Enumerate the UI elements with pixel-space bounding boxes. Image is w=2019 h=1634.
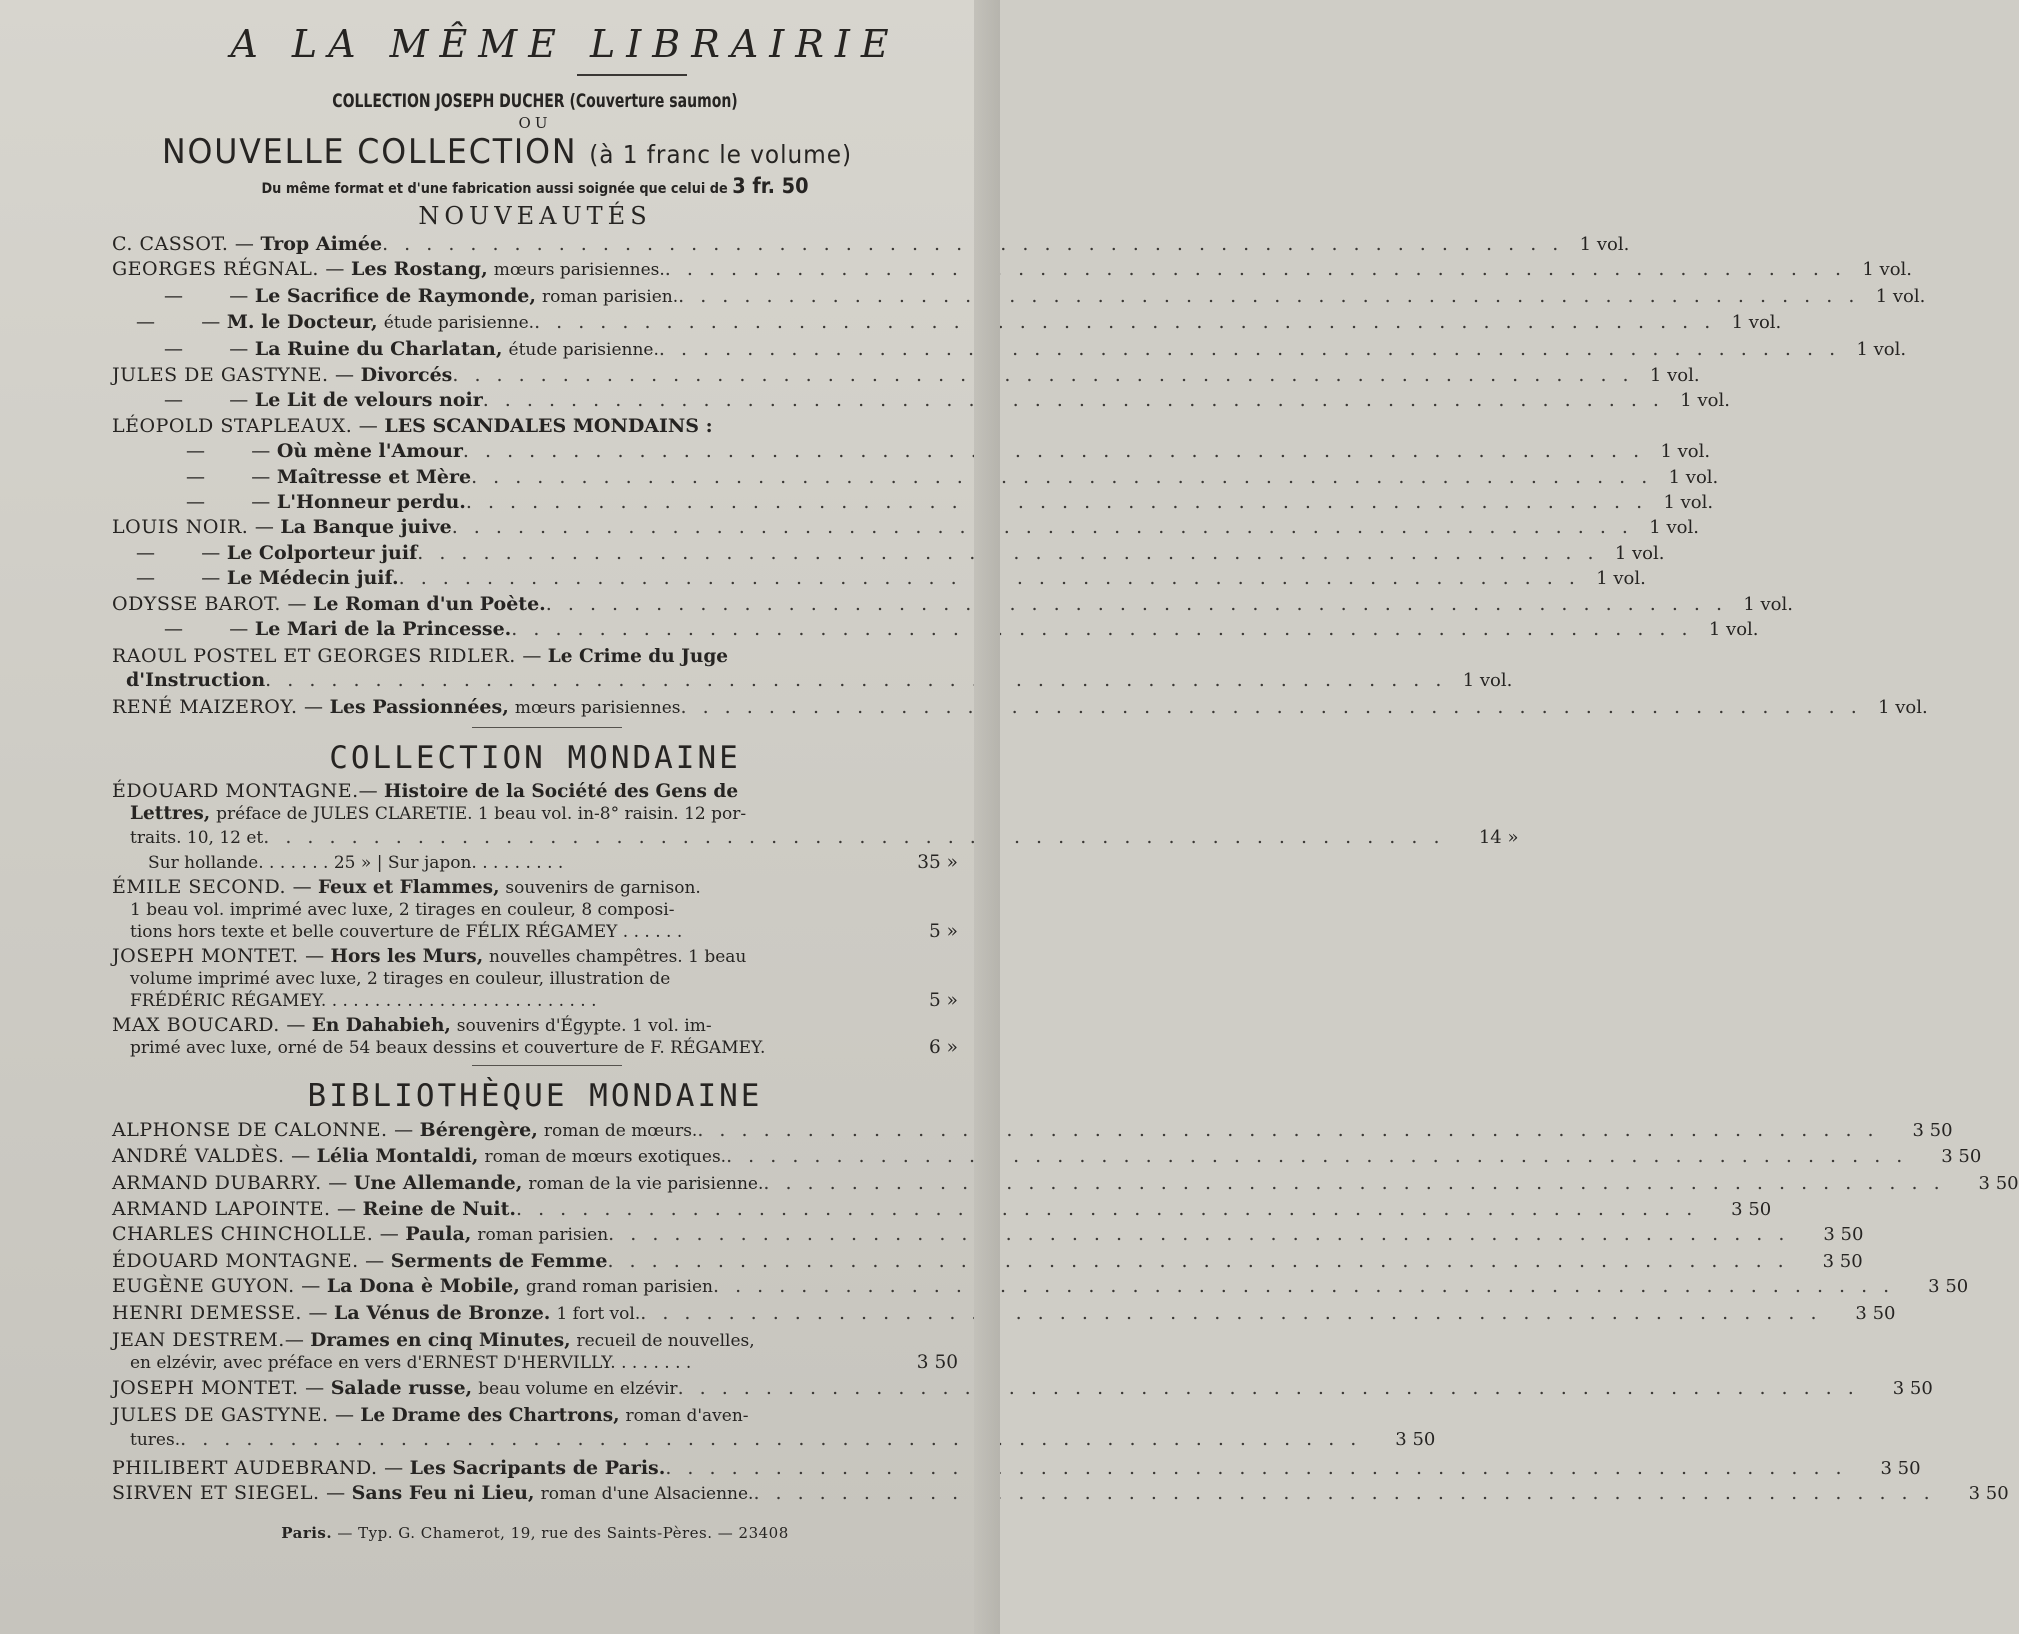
entry-title: Trop Aimée [260,233,383,255]
entry-desc: traits. 10, 12 et [130,828,264,849]
entry-price: 3 50 [916,1351,958,1373]
entry-title: Où mène l'Amour [276,440,463,463]
entry-desc: mœurs parisiennes [514,697,681,718]
entry-price: 3 50 [1968,1483,2009,1505]
format-line [146,174,924,198]
entry-price: 14 » [1478,827,1519,849]
entry-desc: roman d'une Alsacienne. [540,1484,754,1505]
entry-author: ANDRÉ VALDÈS. — [112,1145,311,1168]
entry-author: ÉDOUARD MONTAGNE. — [112,1249,385,1272]
entry-price: 3 50 [1822,1250,1863,1272]
page-title: A LA MÊME LIBRAIRIE [230,22,900,66]
format-price: 3 fr. 50 [732,174,809,198]
entry-author: — — [136,541,221,564]
list-entry [112,1118,1953,1144]
entry-author: ALPHONSE DE CALONNE. — [112,1118,414,1141]
entry-author: RAOUL POSTEL ET GEORGES RIDLER. — [112,644,542,667]
entry-author: LÉOPOLD STAPLEAUX. — [112,414,379,437]
list-entry [112,490,1714,515]
entry-title: La Vénus de Bronze. [334,1301,551,1324]
nouvelle-collection-heading [162,132,902,172]
nouveautes-heading: NOUVEAUTÉS [418,202,652,230]
ou-label: OU [518,114,552,132]
entry-desc: FRÉDÉRIC RÉGAMEY. . . . . . . . . . . . . . . . . . . . . . . . . . [130,990,597,1011]
entry-author: — — [136,567,221,590]
entry-title: Une Allemande, [353,1171,523,1194]
entry-author: CHARLES CHINCHOLLE. — [112,1223,400,1246]
entry-author: JOSEPH MONTET. — [112,944,325,967]
entry-title: Bérengère, [419,1118,538,1141]
entry-title: Sans Feu ni Lieu, [351,1482,535,1505]
entry-title: La Banque juive [280,516,452,539]
list-entry [112,592,1794,617]
entry-author: RENÉ MAIZEROY. — [112,695,324,718]
entry-price: 3 50 [1928,1276,1969,1298]
entry-author: ODYSSE BAROT. — [112,592,307,615]
list-entry [112,1481,2009,1507]
list-entry [112,232,1630,257]
montet-bib-entry [112,1376,1933,1402]
entry-author: JEAN DESTREM.— [112,1328,305,1351]
entry-title: Lettres, [130,803,211,825]
entry-title: Le Crime du Juge [547,645,729,667]
entry-author: C. CASSOT. — [112,233,255,255]
entry-price: 3 50 [1978,1172,2019,1194]
format-prefix: Du même format et d'une fabrication aussi soignée que celui de [261,181,728,197]
entry-author: — — [164,284,249,307]
entry-vol: 1 vol. [1663,492,1714,514]
entry-title: LES SCANDALES MONDAINS : [384,414,713,437]
entry-title: M. le Docteur, [226,311,378,334]
collection-mondaine-heading: COLLECTION MONDAINE [329,740,741,777]
entry-vol: 1 vol. [1579,234,1630,255]
entry-desc: roman de la vie parisienne. [528,1173,764,1194]
entry-author: ÉMILE SECOND. — [112,875,313,898]
entry-author: MAX BOUCARD. — [112,1013,306,1036]
entry-desc: volume imprimé avec luxe, 2 tirages en couleur, illustration de [130,968,671,989]
entry-desc: roman de mœurs. [543,1120,698,1141]
entry-title: Paula, [405,1223,472,1246]
entry-vol: 1 vol. [1875,285,1926,307]
entry-desc: mœurs parisiennes. [493,260,665,281]
list-entry [112,541,1665,566]
entry-desc: 1 beau vol. imprimé avec luxe, 2 tirages en couleur, 8 composi- [130,899,675,920]
entry-price: 35 » [917,851,958,873]
list-entry [112,515,1699,540]
entry-desc: nouvelles champêtres. 1 beau [489,946,747,967]
entry-author: — — [164,389,249,412]
entry-author: — — [164,337,249,360]
entry-desc: étude parisienne. [383,313,535,334]
entry-title: Les Sacripants de Paris. [409,1456,666,1479]
entry-title: La Ruine du Charlatan, [254,337,503,360]
entry-vol: 1 vol. [1596,568,1646,590]
nouvelle-collection-label: NOUVELLE COLLECTION [162,132,578,172]
list-entry [112,257,1913,283]
entry-vol: 1 vol. [1878,696,1928,718]
imprint-city: Paris. [281,1523,333,1542]
entry-price: 5 » [929,989,958,1011]
entry-desc: tures. [130,1430,181,1451]
entry-title: Le Drame des Chartrons, [360,1405,620,1427]
list-entry [112,1197,1772,1222]
entry-author: — — [136,311,221,334]
entry-desc: grand roman parisien [525,1277,713,1298]
destrem-entry [112,1329,958,1374]
entry-price: 5 » [929,920,958,942]
entry-author: — — [186,440,271,463]
entry-desc: recueil de nouvelles, [576,1330,755,1351]
entry-desc: primé avec luxe, orné de 54 beaux dessins et couverture de F. RÉGAMEY. [130,1037,766,1058]
entry-author: SIRVEN ET SIEGEL. — [112,1482,346,1505]
entry-vol: 1 vol. [1856,338,1907,360]
entry-title: Salade russe, [330,1376,473,1399]
bibliotheque-list-end [112,1456,2009,1508]
entry-title: Feux et Flammes, [318,876,500,898]
list-entry [112,310,1782,336]
entry-vol: 1 vol. [1743,593,1794,615]
entry-title: Serments de Femme [390,1249,608,1272]
entry-vol: 1 vol. [1462,669,1513,691]
entry-author: ARMAND DUBARRY. — [112,1171,348,1194]
entry-vol: 1 vol. [1614,542,1665,564]
nouveautes-list [112,232,1926,643]
list-entry [112,566,1646,591]
entry-desc: beau volume en elzévir [478,1378,678,1399]
entry-vol: 1 vol. [1708,619,1759,641]
postel-entry [112,644,1513,693]
entry-title: L'Honneur perdu. [276,491,466,514]
entry-author: ÉDOUARD MONTAGNE.— [112,780,379,803]
bibliotheque-list [112,1118,2019,1327]
entry-title: d'Instruction [126,668,266,691]
entry-title: Le Sacrifice de Raymonde, [254,284,536,307]
entry-price: 3 50 [1880,1457,1921,1479]
list-entry [112,1249,1863,1274]
entry-author: HENRI DEMESSE. — [112,1301,328,1324]
entry-title: Les Rostang, [350,258,488,281]
list-entry [112,1171,2019,1197]
entry-vol: 1 vol. [1668,466,1719,488]
entry-price: 3 50 [1892,1377,1933,1399]
entry-title: Le Lit de velours noir [254,389,483,412]
entry-author: — — [186,491,271,514]
entry-title: Les Passionnées, [329,695,509,718]
entry-price: 3 50 [1941,1146,1982,1168]
list-entry [112,1456,1921,1481]
entry-price: 3 50 [1395,1429,1436,1451]
entry-title: La Dona è Mobile, [326,1275,520,1298]
list-entry [112,414,958,439]
entry-title: Divorcés [360,364,453,387]
entry-desc: en elzévir, avec préface en vers d'ERNEST D'HERVILLY. . . . . . . . [130,1352,692,1373]
entry-author: PHILIBERT AUDEBRAND. — [112,1456,404,1479]
list-entry [112,388,1730,413]
entry-title: Le Médecin juif. [226,567,399,590]
entry-vol: 1 vol. [1660,441,1711,463]
list-entry [112,465,1719,490]
imprint-text: — Typ. G. Chamerot, 19, rue des Saints-Pères. — 23408 [332,1523,789,1542]
entry-title: Le Mari de la Princesse. [254,618,512,641]
title-rule [577,74,687,76]
list-entry [112,617,1759,642]
entry-desc: roman parisien [477,1225,609,1246]
entry-title: Le Colporteur juif [226,541,418,564]
montagne-entry [112,780,1519,873]
montet-entry [112,945,958,1012]
entry-author: LOUIS NOIR. — [112,516,275,539]
entry-title: Hors les Murs, [330,945,484,967]
entry-title: Maîtresse et Mère [276,465,472,488]
gastyne-entry [112,1404,1436,1453]
list-entry [112,363,1700,388]
entry-author: JOSEPH MONTET. — [112,1376,325,1399]
entry-title: Le Roman d'un Poète. [313,592,546,615]
list-entry [112,1274,1969,1300]
section-rule [472,1065,622,1066]
entry-title: Reine de Nuit. [362,1197,517,1220]
entry-desc: 1 fort vol. [556,1303,641,1324]
list-entry [112,1222,1864,1248]
page-edge [974,0,1000,1634]
entry-vol: 1 vol. [1680,390,1730,412]
entry-desc: souvenirs d'Égypte. 1 vol. im- [456,1015,712,1036]
collection-line: COLLECTION JOSEPH DUCHER (Couverture saumon) [332,90,738,112]
list-entry [112,439,1711,464]
entry-author: ARMAND LAPOINTE. — [112,1197,357,1220]
entry-author: EUGÈNE GUYON. — [112,1275,321,1298]
list-entry [112,284,1926,310]
entry-vol: 1 vol. [1731,312,1782,334]
list-entry [112,1301,1896,1327]
entry-price: 3 50 [1912,1119,1953,1141]
entry-desc: préface de JULES CLARETIE. 1 beau vol. in-8° raisin. 12 por- [216,804,747,825]
entry-price: 3 50 [1823,1224,1864,1246]
maizeroy-entry [112,695,1928,721]
entry-vol: 1 vol. [1649,517,1699,539]
entry-desc: souvenirs de garnison. [505,877,701,898]
entry-desc: roman parisien. [542,286,679,307]
entry-price: 3 50 [1855,1302,1896,1324]
entry-author: GEORGES RÉGNAL. — [112,258,345,281]
list-entry [112,337,1907,363]
imprint-footer [112,1524,958,1542]
bibliotheque-mondaine-heading: BIBLIOTHÈQUE MONDAINE [307,1077,763,1114]
nouvelle-collection-price: (à 1 franc le volume) [589,140,852,169]
entry-title: Drames en cinq Minutes, [310,1329,571,1351]
entry-desc: étude parisienne. [508,339,659,360]
list-entry [112,1144,1982,1170]
entry-author: JULES DE GASTYNE. — [112,364,355,387]
entry-title: Histoire de la Société des Gens de [384,781,739,803]
entry-desc: roman d'aven- [625,1406,749,1427]
entry-title: Lélia Montaldi, [316,1145,479,1168]
entry-vol: 1 vol. [1862,259,1913,281]
entry-desc: roman de mœurs exotiques. [484,1147,727,1168]
entry-price: 3 50 [1731,1198,1772,1220]
entry-price: 6 » [929,1036,958,1058]
entry-vol: 1 vol. [1649,365,1700,387]
entry-desc: Sur hollande. . . . . . . 25 » | Sur japon. . . . . . . . . [148,852,564,873]
entry-author: JULES DE GASTYNE. — [112,1404,355,1427]
entry-author: — — [186,465,271,488]
entry-desc: tions hors texte et belle couverture de FÉLIX RÉGAMEY . . . . . . [130,921,683,942]
entry-title: En Dahabieh, [311,1014,451,1036]
section-rule [472,727,622,728]
boucard-entry [112,1014,958,1059]
second-entry [112,876,958,943]
entry-author: — — [164,618,249,641]
